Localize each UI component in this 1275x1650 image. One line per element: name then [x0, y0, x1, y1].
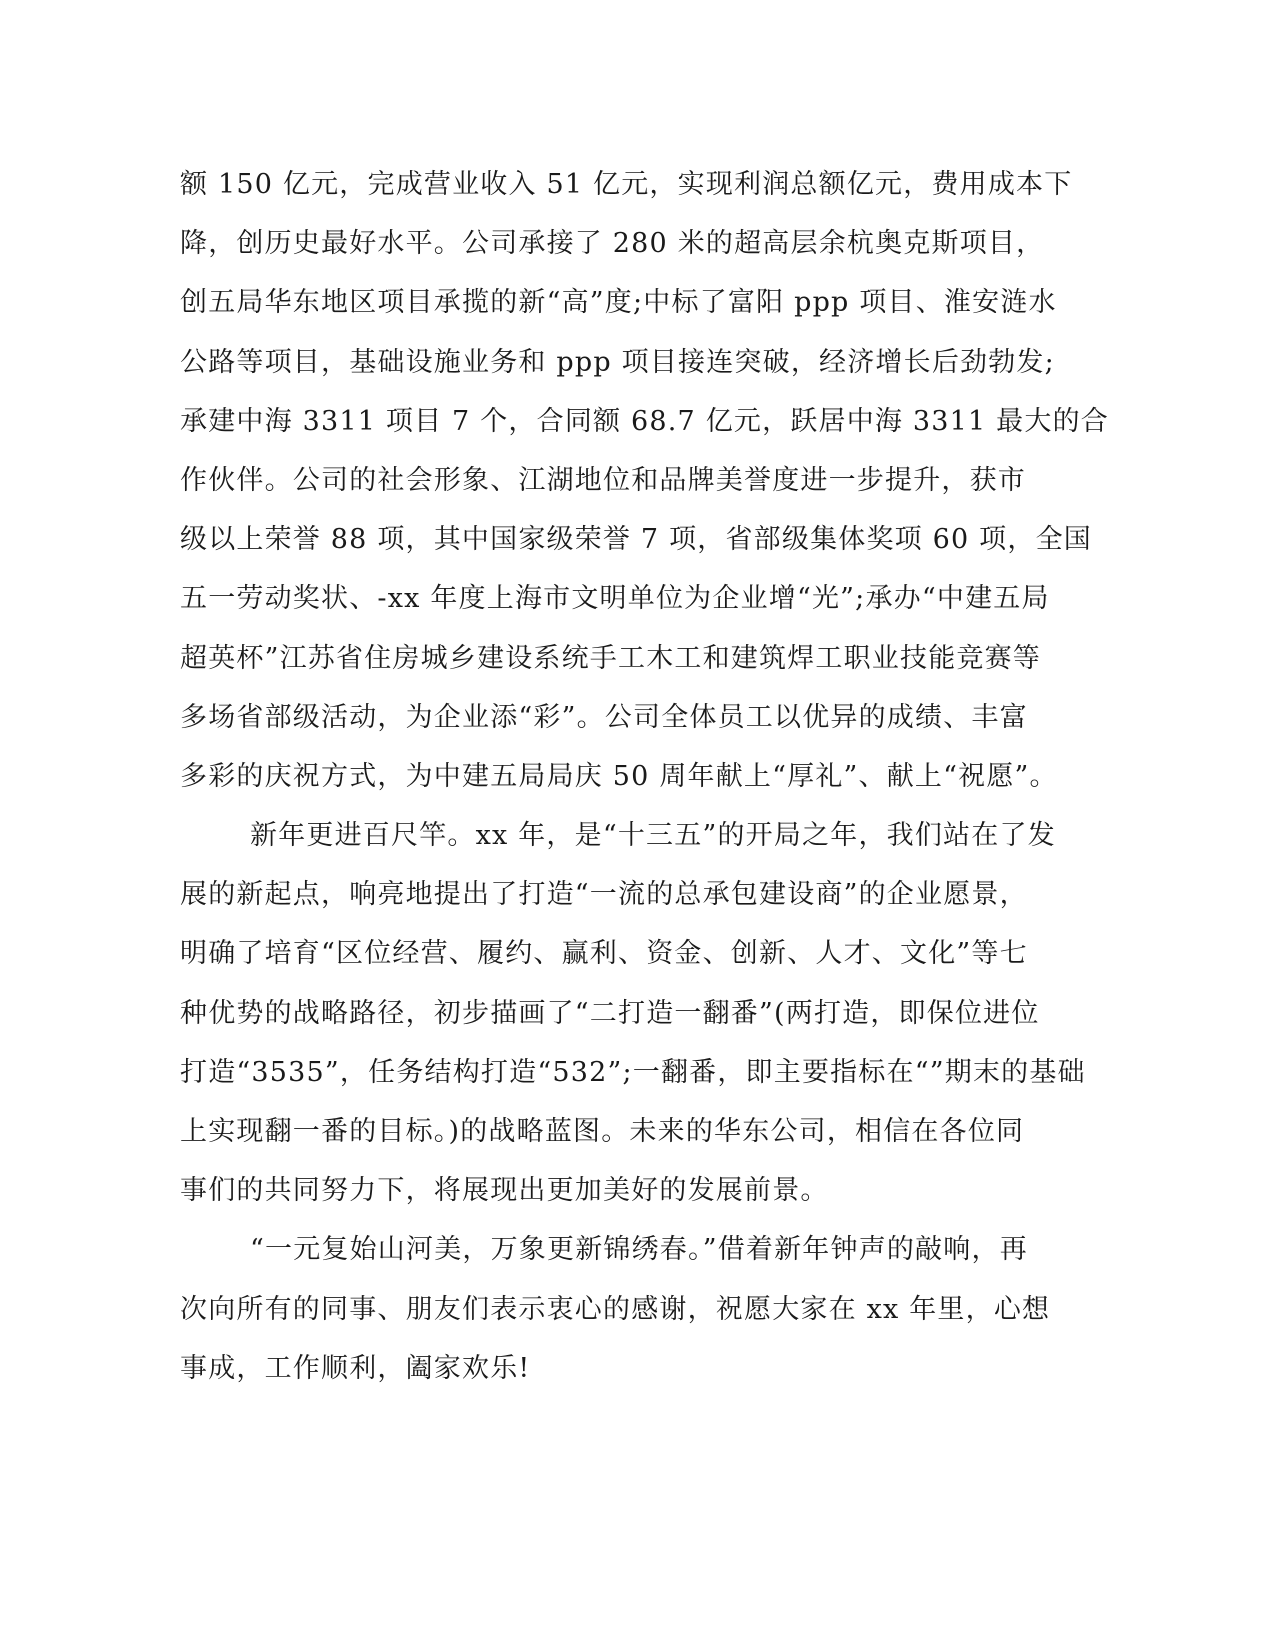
text-line: 次向所有的同事、朋友们表示衷心的感谢，祝愿大家在 xx 年里，心想: [180, 1293, 1051, 1325]
text-line: 新年更进百尺竿。xx 年，是“十三五”的开局之年，我们站在了发: [250, 820, 1056, 852]
text-line: 种优势的战略路径，初步描画了“二打造一翻番”(两打造，即保位进位: [180, 997, 1040, 1029]
document-body: [180, 155, 1109, 1398]
text-line: 多彩的庆祝方式，为中建五局局庆 50 周年献上“厚礼”、献上“祝愿”。: [180, 760, 1058, 792]
text-line: “一元复始山河美，万象更新锦绣春。”借着新年钟声的敲响，再: [250, 1234, 1028, 1266]
text-line: 五一劳动奖状、-xx 年度上海市文明单位为企业增“光”;承办“中建五局: [180, 583, 1050, 615]
text-line: 上实现翻一番的目标。)的战略蓝图。未来的华东公司，相信在各位同: [180, 1116, 1025, 1147]
text-line: 作伙伴。公司的社会形象、江湖地位和品牌美誉度进一步提升，获市: [180, 464, 1026, 496]
text-line: 超英杯”江苏省住房城乡建设系统手工木工和建筑焊工职业技能竞赛等: [180, 642, 1042, 674]
paragraph-achievements: [180, 155, 1109, 806]
text-line: 承建中海 3311 项目 7 个，合同额 68.7 亿元，跃居中海 3311 最大的合: [180, 405, 1109, 437]
text-line: 降，创历史最好水平。公司承接了 280 米的超高层余杭奥克斯项目，: [180, 228, 1045, 260]
text-line: 多场省部级活动，为企业添“彩”。公司全体员工以优异的成绩、丰富: [180, 701, 1028, 733]
text-line: 事们的共同努力下，将展现出更加美好的发展前景。: [180, 1175, 829, 1207]
text-line: 明确了培育“区位经营、履约、赢利、资金、创新、人才、文化”等七: [180, 938, 1028, 970]
paragraph-new-year-plan: [180, 806, 1086, 1220]
text-line: 事成，工作顺利，阖家欢乐!: [180, 1352, 531, 1384]
text-line: 级以上荣誉 88 项，其中国家级荣誉 7 项，省部级集体奖项 60 项，全国: [180, 524, 1092, 556]
text-line: 打造“3535”，任务结构打造“532”;一翻番，即主要指标在“”期末的基础: [180, 1056, 1086, 1088]
text-line: 额 150 亿元，完成营业收入 51 亿元，实现利润总额亿元，费用成本下: [180, 169, 1073, 200]
text-line: 展的新起点，响亮地提出了打造“一流的总承包建设商”的企业愿景，: [180, 879, 1028, 911]
text-line: 公路等项目，基础设施业务和 ppp 项目接连突破，经济增长后劲勃发;: [180, 346, 1055, 378]
text-line: 创五局华东地区项目承揽的新“高”度;中标了富阳 ppp 项目、淮安涟水: [180, 287, 1057, 319]
paragraph-greeting: [180, 1220, 1050, 1398]
